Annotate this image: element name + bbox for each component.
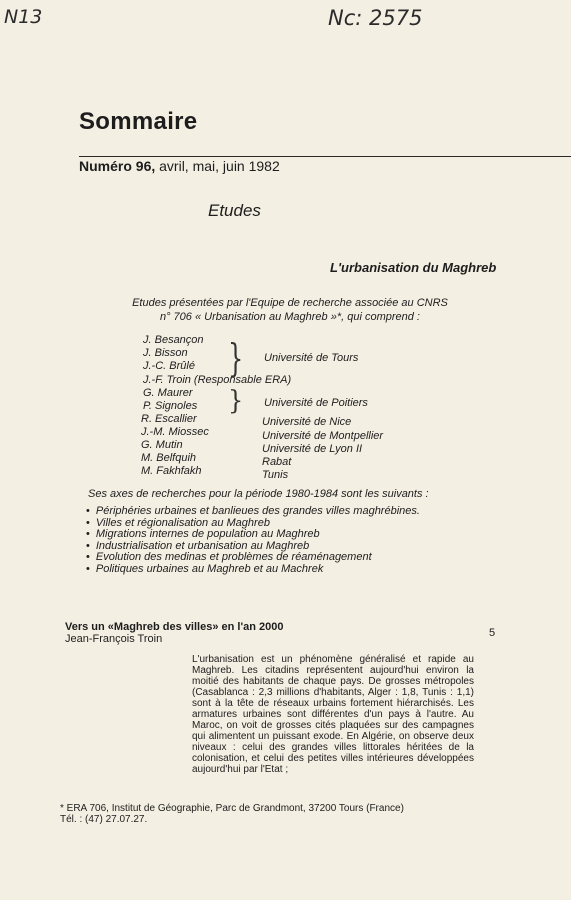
member-name: J.-C. Brûlé: [143, 360, 195, 372]
member-affiliation: Université de Nice: [262, 416, 352, 428]
member-name: J.-M. Miossec: [141, 426, 209, 438]
axes-list: [86, 506, 420, 575]
member-name: P. Signoles: [143, 400, 198, 412]
article-title: Vers un «Maghreb des villes» en l'an 2000: [65, 621, 284, 633]
list-item: • Périphéries urbaines et banlieues des grandes villes maghrébines.: [86, 506, 420, 518]
article-author: Jean-François Troin: [65, 633, 163, 645]
brace-tours: }: [228, 335, 244, 381]
handwritten-note-right: Nc: 2575: [328, 6, 423, 30]
list-item: • Evolution des medinas et problèmes de réaménagement: [86, 552, 420, 564]
intro-line-2: n° 706 « Urbanisation au Maghreb »*, qui comprend :: [159, 311, 420, 323]
handwritten-note-left: N13: [4, 6, 43, 28]
member-name: R. Escallier: [141, 413, 197, 425]
member-name: J. Bisson: [143, 347, 188, 359]
page-title: Sommaire: [79, 108, 198, 135]
member-affiliation: Tunis: [262, 469, 289, 481]
section-heading: Etudes: [208, 201, 261, 220]
member-name: G. Mutin: [141, 439, 183, 451]
footnote-address: * ERA 706, Institut de Géographie, Parc de Grandmont, 37200 Tours (France): [60, 803, 404, 814]
brace-poitiers: }: [228, 384, 244, 416]
footnote: [60, 803, 404, 825]
list-item: • Migrations internes de population au Maghreb: [86, 529, 420, 541]
member-affiliation: Rabat: [262, 456, 292, 468]
issue-date: avril, mai, juin 1982: [159, 158, 280, 174]
list-item: • Politiques urbaines au Maghreb et au Machrek: [86, 564, 420, 576]
list-item: • Industrialisation et urbanisation au Maghreb: [86, 541, 420, 553]
member-affiliation: Université de Lyon II: [262, 443, 363, 455]
footnote-phone: Tél. : (47) 27.07.27.: [60, 814, 148, 825]
member-name: M. Fakhfakh: [141, 465, 202, 477]
member-name: J.-F. Troin (Responsable ERA): [143, 374, 292, 386]
intro-text: [120, 296, 460, 324]
affiliation-poitiers: Université de Poitiers: [264, 397, 368, 409]
title-rule: [79, 156, 571, 157]
issue-number: Numéro 96,: [79, 158, 156, 174]
intro-line-1: Etudes présentées par l'Equipe de recherche associée au CNRS: [132, 297, 448, 309]
article-page-number: 5: [489, 627, 496, 639]
list-item: • Villes et régionalisation au Maghreb: [86, 518, 420, 530]
axes-intro: Ses axes de recherches pour la période 1980-1984 sont les suivants :: [88, 488, 429, 500]
issue-line: [79, 158, 280, 174]
member-name: M. Belfquih: [141, 452, 197, 464]
member-name: J. Besançon: [143, 334, 204, 346]
member-affiliation: Université de Montpellier: [262, 430, 384, 442]
affiliation-tours: Université de Tours: [264, 352, 359, 364]
theme-heading: L'urbanisation du Maghreb: [330, 260, 497, 275]
article-abstract: L'urbanisation est un phénomène généralisé et rapide au Maghreb. Les citadins représentent aujourd'hui environ la moitié des habitants de chaque pays. De grosses métropoles (Casablanca : 2,3 millions d'habitants, Alger : 1,8, Tunis : 1,1) sont à la tête de réseaux urbains fortement hiérarchisés. Les armatures urbaines sont différentes d'un pays à l'autre. Au Maroc, on voit de grosses cités plaquées sur des campagnes qui alimentent un puissant exode. En Algérie, on observe deux niveaux : celui des grandes villes littorales héritées de la colonisation, et celui des petites villes intérieures développées aujourd'hui par l'Etat ;: [192, 654, 474, 775]
member-name: G. Maurer: [143, 387, 193, 399]
